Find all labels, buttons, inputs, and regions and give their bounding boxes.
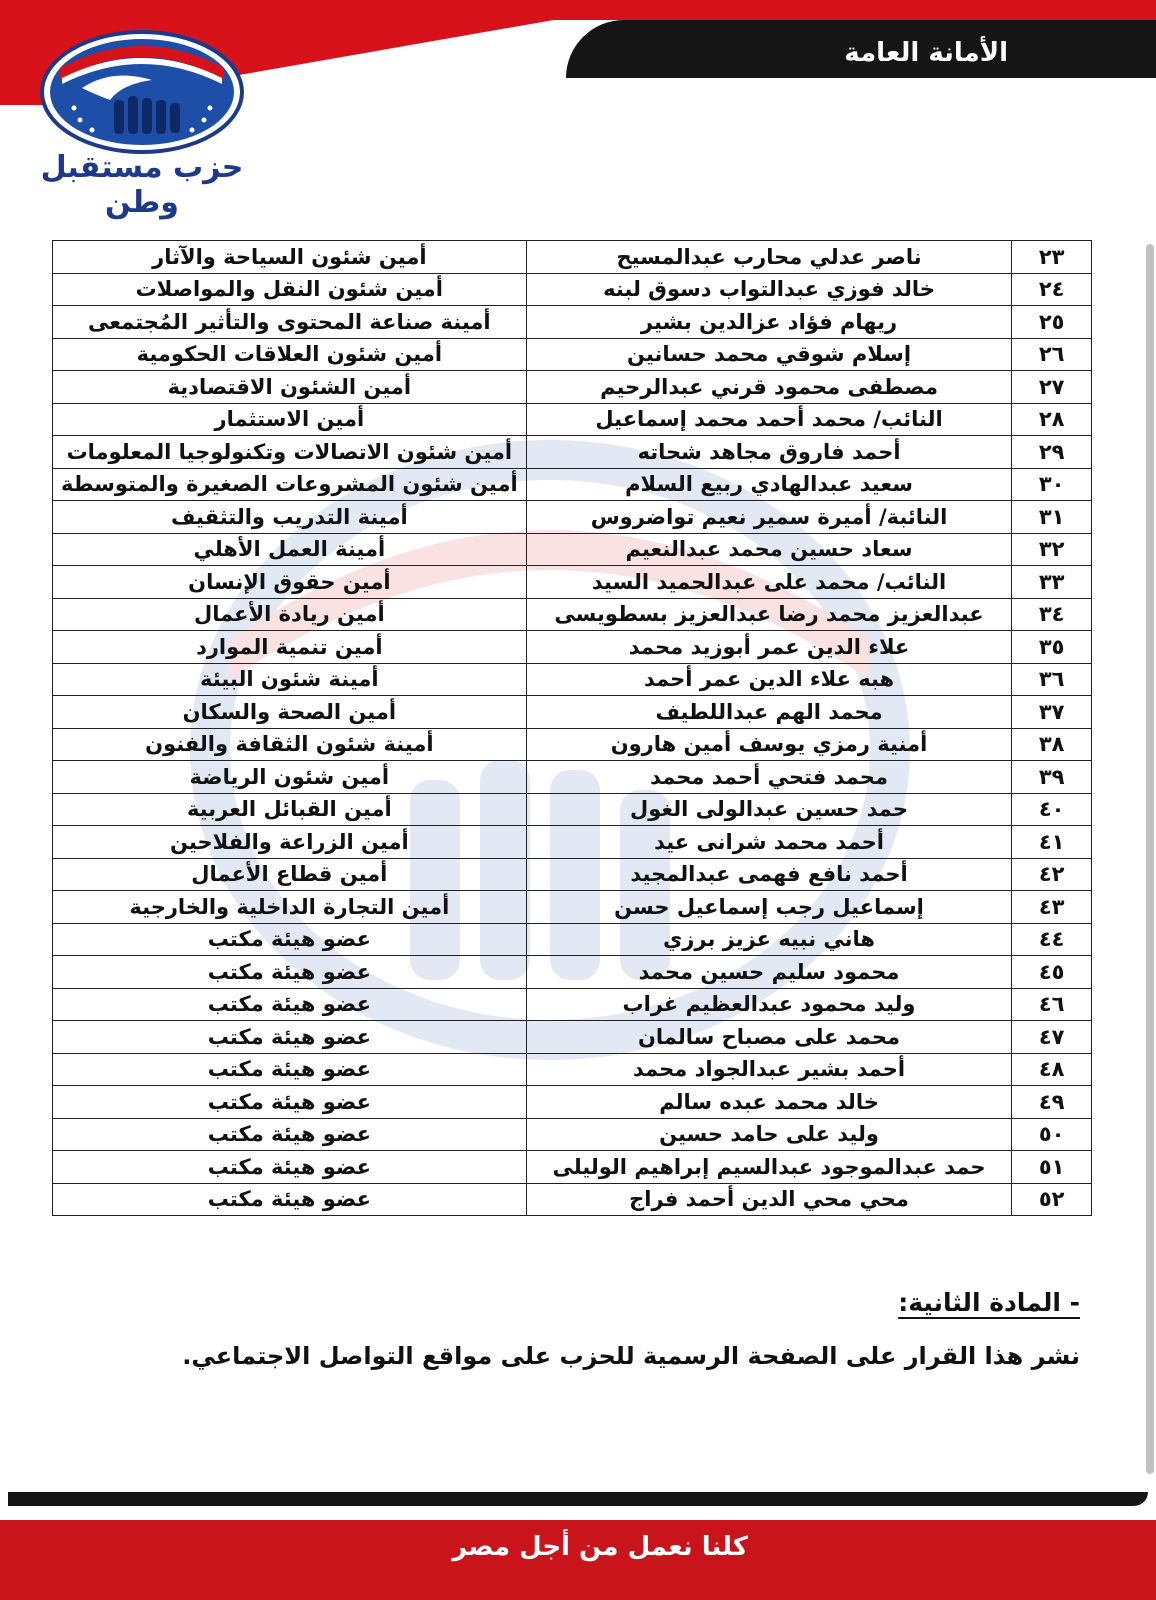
row-number: ٥١	[1012, 1151, 1092, 1184]
table-row	[53, 956, 1092, 989]
member-role: أمينة صناعة المحتوى والتأثير المُجتمعى	[53, 306, 527, 339]
row-number: ٤٦	[1012, 988, 1092, 1021]
member-name: إسماعيل رجب إسماعيل حسن	[526, 891, 1012, 924]
member-role: أمين شئون الرياضة	[53, 761, 527, 794]
row-number: ٤٥	[1012, 956, 1092, 989]
row-number: ٥٠	[1012, 1118, 1092, 1151]
table-row	[53, 793, 1092, 826]
member-name: وليد محمود عبدالعظيم غراب	[526, 988, 1012, 1021]
party-name: حزب مستقبل وطن	[40, 150, 244, 220]
row-number: ٢٧	[1012, 371, 1092, 404]
table-row	[53, 598, 1092, 631]
member-name: عبدالعزيز محمد رضا عبدالعزيز بسطويسى	[526, 598, 1012, 631]
member-name: هاني نبيه عزيز برزي	[526, 923, 1012, 956]
member-name: أحمد محمد شرانى عيد	[526, 826, 1012, 859]
member-name: خالد فوزي عبدالتواب دسوق لبنه	[526, 273, 1012, 306]
footer-slogan: كلنا نعمل من أجل مصر	[452, 1532, 748, 1562]
eagle-emblem-icon	[22, 28, 262, 158]
member-name: خالد محمد عبده سالم	[526, 1086, 1012, 1119]
member-name: مصطفى محمود قرني عبدالرحيم	[526, 371, 1012, 404]
member-name: محمد الهم عبداللطيف	[526, 696, 1012, 729]
table-row	[53, 501, 1092, 534]
member-role: عضو هيئة مكتب	[53, 1183, 527, 1216]
article-text: نشر هذا القرار على الصفحة الرسمية للحزب على مواقع التواصل الاجتماعي.	[182, 1342, 1080, 1370]
table-row	[53, 338, 1092, 371]
member-role: أمين تنمية الموارد	[53, 631, 527, 664]
member-role: أمينة شئون الثقافة والفنون	[53, 728, 527, 761]
row-number: ٢٩	[1012, 436, 1092, 469]
member-role: أمين ريادة الأعمال	[53, 598, 527, 631]
table-row	[53, 1086, 1092, 1119]
member-role: أمين شئون السياحة والآثار	[53, 241, 527, 274]
table-row	[53, 696, 1092, 729]
table-row	[53, 306, 1092, 339]
table-row	[53, 403, 1092, 436]
row-number: ٤٤	[1012, 923, 1092, 956]
row-number: ٤٨	[1012, 1053, 1092, 1086]
row-number: ٤٢	[1012, 858, 1092, 891]
row-number: ٢٥	[1012, 306, 1092, 339]
table-row	[53, 1151, 1092, 1184]
member-role: أمينة شئون البيئة	[53, 663, 527, 696]
member-role: أمين قطاع الأعمال	[53, 858, 527, 891]
table-row	[53, 436, 1092, 469]
table-row	[53, 1053, 1092, 1086]
header-title: الأمانة العامة	[844, 38, 1008, 68]
row-number: ٢٣	[1012, 241, 1092, 274]
member-name: محمد على مصباح سالمان	[526, 1021, 1012, 1054]
table-row	[53, 1021, 1092, 1054]
member-name: سعيد عبدالهادي ربيع السلام	[526, 468, 1012, 501]
row-number: ٢٤	[1012, 273, 1092, 306]
row-number: ٣٧	[1012, 696, 1092, 729]
table-row	[53, 923, 1092, 956]
scrollbar[interactable]	[1146, 244, 1154, 1474]
table-row	[53, 1183, 1092, 1216]
member-name: حمد حسين عبدالولى الغول	[526, 793, 1012, 826]
row-number: ٤٩	[1012, 1086, 1092, 1119]
table-row	[53, 468, 1092, 501]
row-number: ٤٣	[1012, 891, 1092, 924]
member-role: عضو هيئة مكتب	[53, 1118, 527, 1151]
member-role: عضو هيئة مكتب	[53, 1086, 527, 1119]
member-name: النائبة/ أميرة سمير نعيم تواضروس	[526, 501, 1012, 534]
member-role: عضو هيئة مكتب	[53, 988, 527, 1021]
members-table	[52, 240, 1092, 1216]
member-name: محي محي الدين أحمد فراج	[526, 1183, 1012, 1216]
row-number: ٣٤	[1012, 598, 1092, 631]
table-row	[53, 891, 1092, 924]
member-role: أمين شئون الاتصالات وتكنولوجيا المعلومات	[53, 436, 527, 469]
table-row	[53, 663, 1092, 696]
member-role: عضو هيئة مكتب	[53, 1021, 527, 1054]
row-number: ٢٨	[1012, 403, 1092, 436]
row-number: ٣١	[1012, 501, 1092, 534]
member-name: هبه علاء الدين عمر أحمد	[526, 663, 1012, 696]
member-name: سعاد حسين محمد عبدالنعيم	[526, 533, 1012, 566]
table-row	[53, 858, 1092, 891]
row-number: ٣٠	[1012, 468, 1092, 501]
member-name: ريهام فؤاد عزالدين بشير	[526, 306, 1012, 339]
table-row	[53, 761, 1092, 794]
member-name: أحمد فاروق مجاهد شحاته	[526, 436, 1012, 469]
row-number: ٣٨	[1012, 728, 1092, 761]
member-name: حمد عبدالموجود عبدالسيم إبراهيم الوليلى	[526, 1151, 1012, 1184]
row-number: ٢٦	[1012, 338, 1092, 371]
member-role: أمين شئون العلاقات الحكومية	[53, 338, 527, 371]
member-name: أمنية رمزي يوسف أمين هارون	[526, 728, 1012, 761]
table-row	[53, 371, 1092, 404]
row-number: ٤٧	[1012, 1021, 1092, 1054]
member-name: إسلام شوقي محمد حسانين	[526, 338, 1012, 371]
table-row	[53, 988, 1092, 1021]
table-row	[53, 826, 1092, 859]
member-role: أمين الشئون الاقتصادية	[53, 371, 527, 404]
row-number: ٣٣	[1012, 566, 1092, 599]
member-name: أحمد نافع فهمى عبدالمجيد	[526, 858, 1012, 891]
member-name: ناصر عدلي محارب عبدالمسيح	[526, 241, 1012, 274]
row-number: ٥٢	[1012, 1183, 1092, 1216]
member-name: محمد فتحي أحمد محمد	[526, 761, 1012, 794]
member-role: أمينة العمل الأهلي	[53, 533, 527, 566]
row-number: ٣٩	[1012, 761, 1092, 794]
member-role: أمين حقوق الإنسان	[53, 566, 527, 599]
table-row	[53, 273, 1092, 306]
member-role: عضو هيئة مكتب	[53, 1151, 527, 1184]
table-row	[53, 533, 1092, 566]
members-table-body	[53, 241, 1092, 1216]
row-number: ٤٠	[1012, 793, 1092, 826]
member-role: أمين الصحة والسكان	[53, 696, 527, 729]
member-role: أمينة التدريب والتثقيف	[53, 501, 527, 534]
table-row	[53, 566, 1092, 599]
member-name: النائب/ محمد أحمد محمد إسماعيل	[526, 403, 1012, 436]
footer-black-band	[8, 1492, 1148, 1506]
member-role: أمين التجارة الداخلية والخارجية	[53, 891, 527, 924]
member-role: أمين الاستثمار	[53, 403, 527, 436]
member-role: عضو هيئة مكتب	[53, 1053, 527, 1086]
table-row	[53, 728, 1092, 761]
member-name: محمود سليم حسين محمد	[526, 956, 1012, 989]
table-row	[53, 631, 1092, 664]
member-role: أمين شئون النقل والمواصلات	[53, 273, 527, 306]
member-name: النائب/ محمد على عبدالحميد السيد	[526, 566, 1012, 599]
member-role: عضو هيئة مكتب	[53, 956, 527, 989]
row-number: ٣٦	[1012, 663, 1092, 696]
member-role: أمين شئون المشروعات الصغيرة والمتوسطة	[53, 468, 527, 501]
member-role: عضو هيئة مكتب	[53, 923, 527, 956]
row-number: ٤١	[1012, 826, 1092, 859]
table-row	[53, 241, 1092, 274]
article-heading: - المادة الثانية:	[898, 1288, 1080, 1317]
member-role: أمين الزراعة والفلاحين	[53, 826, 527, 859]
table-row	[53, 1118, 1092, 1151]
member-name: علاء الدين عمر أبوزيد محمد	[526, 631, 1012, 664]
row-number: ٣٢	[1012, 533, 1092, 566]
member-name: أحمد بشير عبدالجواد محمد	[526, 1053, 1012, 1086]
member-name: وليد على حامد حسين	[526, 1118, 1012, 1151]
member-role: أمين القبائل العربية	[53, 793, 527, 826]
row-number: ٣٥	[1012, 631, 1092, 664]
